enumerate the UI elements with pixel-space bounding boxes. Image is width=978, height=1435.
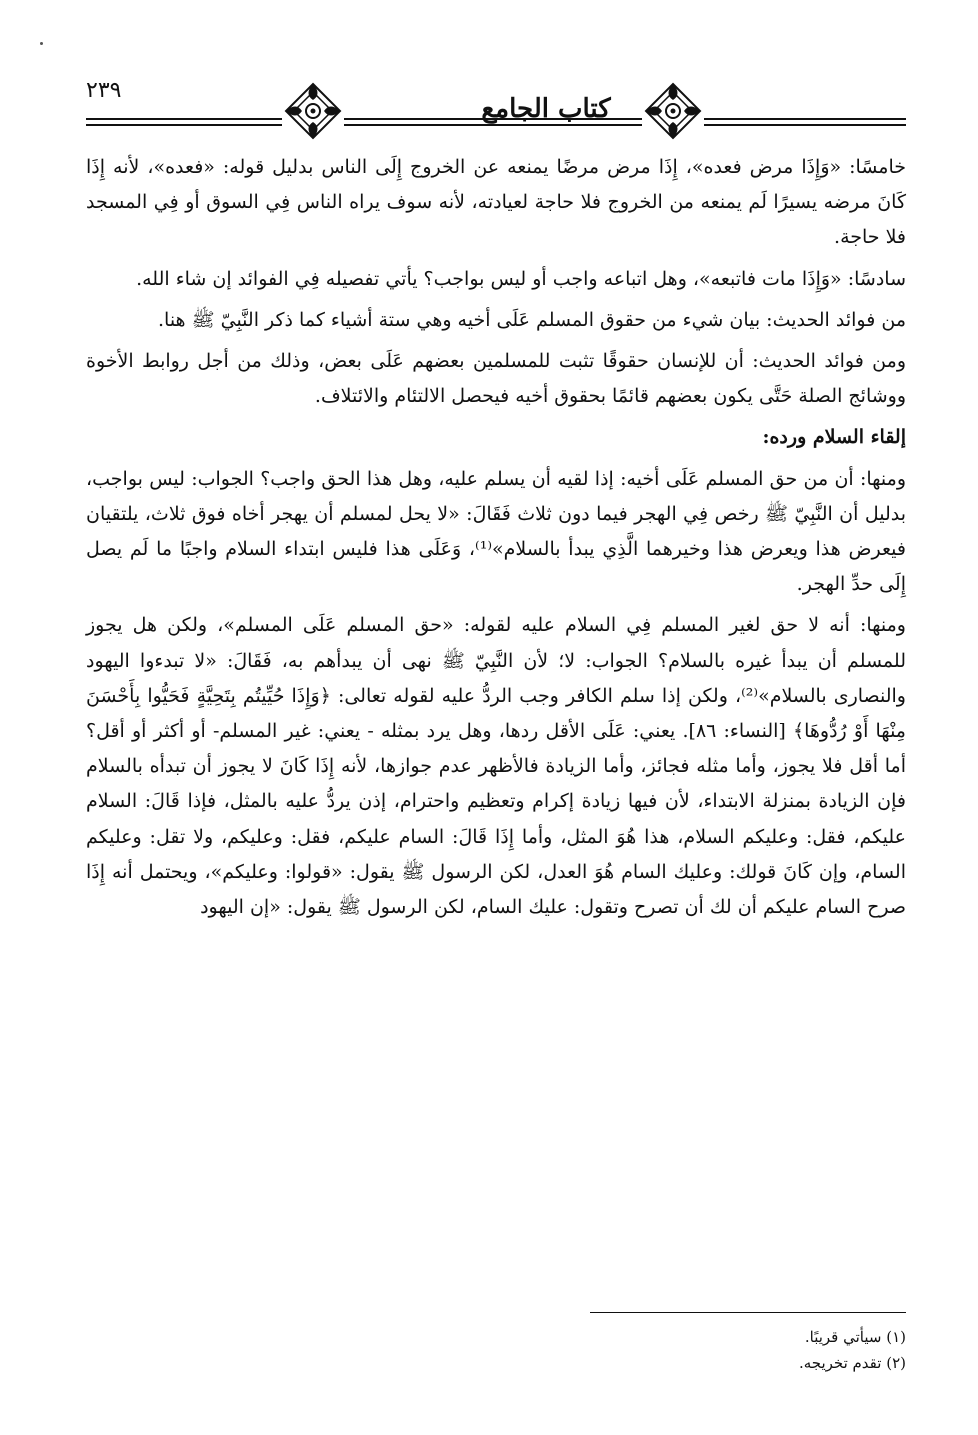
page-header bbox=[86, 72, 906, 144]
page-number: ٢٣٩ bbox=[86, 78, 122, 103]
section-heading: إلقاء السلام ورده: bbox=[762, 426, 906, 449]
book-title: كتاب الجامع bbox=[481, 94, 611, 124]
paragraph-greeting-1: ومنها: أن من حق المسلم عَلَى أخيه: إذا لقيه أن يسلم عليه، وهل هذا الحق واجب؟ الجواب: ليس بواجب، بدليل أن النَّبِيّ ﷺ رخص فِي الهجر فيما دون ثلاث فَقَالَ: «لا يحل لمسلم أن يهجر أخاه فوق ثلاث، يلتقيان فيعرض هذا ويعرض هذا وخيرهما الَّذِي يبدأ بالسلام»⁽¹⁾، وَعَلَى هذا فليس ابتداء السلام واجبًا ما لَم يصل إِلَى حدِّ الهجر. bbox=[86, 467, 906, 596]
ornament-left-icon bbox=[282, 80, 344, 142]
book-page bbox=[86, 72, 906, 1372]
paragraph-benefit-2: ومن فوائد الحديث: أن للإنسان حقوقًا تثبت للمسلمين بعضهم عَلَى بعض، وذلك من أجل روابط الأخوة ووشائج الصلة حَتَّى يكون بعضهم قائمًا بحقوق أخيه فيحصل الالتئام والائتلاف. bbox=[86, 350, 906, 408]
footnote-list bbox=[799, 1324, 906, 1376]
footnote-rule bbox=[590, 1312, 906, 1313]
header-rule-bottom bbox=[86, 124, 906, 126]
paragraph-sixth: سادسًا: «وَإِذَا مات فاتبعه»، وهل اتباعه واجب أو ليس بواجب؟ يأتي تفصيله فِي الفوائد إن شاء الله. bbox=[136, 267, 906, 290]
paragraph-greeting-2: ومنها: أنه لا حق لغير المسلم فِي السلام عليه لقوله: «حق المسلم عَلَى المسلم»، ولكن هل يجوز للمسلم أن يبدأ غيره بالسلام؟ الجواب: لا؛ لأن النَّبِيّ ﷺ نهى أن يبدأهم به، فَقَالَ: «لا تبدءوا اليهود والنصارى بالسلام»⁽²⁾، ولكن إذا سلم الكافر وجب الردُّ عليه لقوله تعالى: ﴿وَإِذَا حُيِّيتُم بِتَحِيَّةٍ فَحَيُّوا بِأَحْسَنَ مِنْهَا أَوْ رُدُّوهَا﴾ [النساء: ٨٦]. يعني: عَلَى الأقل ردها، وهل يرد بمثله - يعني: غير المسلم- أو أكثر أو أقل؟ أما أقل فلا يجوز، وأما مثله فجائز، وأما الزيادة فالأظهر عدم جوازها، لأنه إِذَا كَانَ لا يجوز أن تبدأه بالسلام فإن الزيادة بمنزلة الابتداء، لأن فيها زيادة إكرام وتعظيم واحترام، إذن يردُّ عليه بالمثل، فإذا قَالَ: السلام عليكم، فقل: وعليكم السلام، هذا هُوَ المثل، وأما إِذَا قَالَ: السام عليكم، فقل: وعليكم، ولا تقل: وعليكم السام، وإن كَانَ قولك: وعليك السام هُوَ العدل، لكن الرسول ﷺ يقول: «قولوا: وعليكم»، ويحتمل أنه إِذَا صرح السام عليكم أن لك أن تصرح وتقول: عليك السام، لكن الرسول ﷺ يقول: «إن اليهود bbox=[86, 614, 906, 919]
scan-speck bbox=[40, 42, 43, 45]
paragraph-fifth: خامسًا: «وَإِذَا مرض فعده»، إِذَا مرض مرضًا يمنعه عن الخروج إِلَى الناس بدليل قوله: «فعده»، لأنه إِذَا كَانَ مرضه يسيرًا لَم يمنعه من الخروج فلا حاجة لعيادته، لأنه سوف يراه الناس فِي السوق أو فِي المسجد فلا حاجة. bbox=[86, 156, 906, 249]
paragraph-benefit-1: من فوائد الحديث: بيان شيء من حقوق المسلم عَلَى أخيه وهي ستة أشياء كما ذكر النَّبِيّ ﷺ هنا. bbox=[158, 308, 906, 331]
ornament-right-icon bbox=[642, 80, 704, 142]
page-body bbox=[86, 150, 906, 931]
footnote-2: (٢) تقدم تخريجه. bbox=[798, 1354, 906, 1372]
footnote-1: (١) سيأتي قريبًا. bbox=[804, 1328, 906, 1346]
